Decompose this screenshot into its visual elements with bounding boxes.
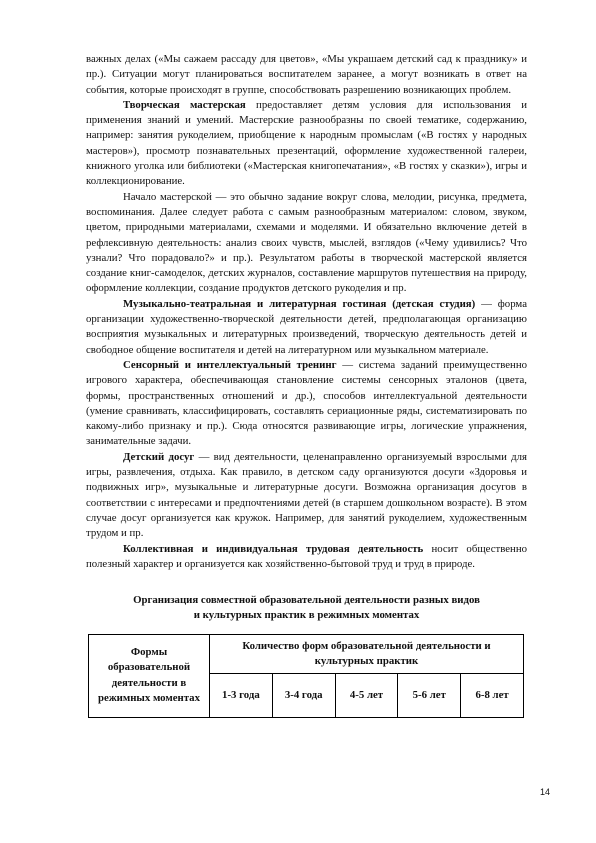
term-creative-workshop: Творческая мастерская xyxy=(123,98,246,111)
term-sensory-training: Сенсорный и интеллектуальный тренинг xyxy=(123,358,337,371)
count-group-header: Количество форм образовательной деятельности и культурных практик xyxy=(210,634,524,673)
age-column-header: 3-4 года xyxy=(272,674,335,718)
paragraph-workshop-start: Начало мастерской — это обычно задание вокруг слова, мелодии, рисунка, предмета, воспоминания. Далее следует работа с самым разнообразным материалом: словом, звуком, цветом, природными материалами, схемами и моделями. И обязательно включение детей в рефлексивную деятельность: анализ своих чувств, мыслей, взглядов («Чему удивились? Что узнали? Что порадовало?» и пр.). Результатом работы в творческой мастерской является создание книг-самоделок, детских журналов, составление маршрутов путешествия на природу, оформление коллекции, создание продуктов детского рукоделия и пр. xyxy=(86,190,527,295)
paragraph-situations-end: важных делах («Мы сажаем рассаду для цветов», «Мы украшаем детский сад к празднику» и пр.). Ситуации могут планироваться воспитателем заранее, а могут возникать в ответ на события, которые происходят в группе, способствовать разрешению возникающих проблем. xyxy=(86,53,527,96)
forms-column-header: Формы образовательной деятельности в режимных моментах xyxy=(89,634,210,717)
paragraph-labor-activity: Коллективная и индивидуальная трудовая деятельность носит общественно полезный характер и организуется как хозяйственно-бытовой труд и труд в природе. xyxy=(86,542,527,570)
table-header-row xyxy=(89,634,524,673)
activity-forms-table xyxy=(88,634,524,718)
term-labor-activity: Коллективная и индивидуальная трудовая деятельность xyxy=(123,542,424,555)
paragraph-creative-workshop: Творческая мастерская предоставляет детям условия для использования и применения знаний и умений. Мастерские разнообразны по своей тематике, содержанию, например: занятия рукоделием, приобщение к народным промыслам («В гостях у народных мастеров»), просмотр познавательных презентаций, оформление художественной галереи, книжного уголка или библиотеки («Мастерская книгопечатания», «В гостях у сказки»), игры и коллекционирование. xyxy=(86,98,527,188)
table-title xyxy=(86,593,527,624)
paragraph-childrens-leisure: Детский досуг — вид деятельности, целенаправленно организуемый взрослыми для игры, развлечения, отдыха. Как правило, в детском саду организуются досуги «Здоровья и подвижных игр», музыкальные и литературные досуги. Возможна организация досугов в соответствии с интересами и предпочтениями детей (в старшем дошкольном возрасте). В этом случае досуг организуется как кружок. Например, для занятий рукоделием, художественным трудом и пр. xyxy=(86,450,527,540)
age-column-header: 6-8 лет xyxy=(461,674,524,718)
paragraph-sensory-training: Сенсорный и интеллектуальный тренинг — система заданий преимущественно игрового характера, обеспечивающая становление системы сенсорных эталонов (цвета, формы, пространственных отношений и др.), способов интеллектуальной деятельности (умение сравнивать, классифицировать, составлять сериационные ряды, систематизировать по какому-либо признаку и пр.). Сюда относятся развивающие игры, логические упражнения, занимательные задачи. xyxy=(86,358,528,448)
age-column-header: 1-3 года xyxy=(210,674,273,718)
term-music-literary-lounge: Музыкально-театральная и литературная гостиная (детская студия) xyxy=(123,297,476,310)
table-title-line-2: и культурных практик в режимных моментах xyxy=(193,609,420,622)
age-column-header: 4-5 лет xyxy=(335,674,398,718)
page-number: 14 xyxy=(539,787,550,797)
age-column-header: 5-6 лет xyxy=(398,674,461,718)
paragraph-music-literary-lounge: Музыкально-театральная и литературная гостиная (детская студия) — форма организации художественно-творческой деятельности детей, предполагающая организацию восприятия музыкальных и литературных произведений, творческую деятельность детей и свободное общение воспитателя и детей на литературном или музыкальном материале. xyxy=(86,297,527,356)
page-content xyxy=(86,52,527,718)
term-childrens-leisure: Детский досуг xyxy=(123,450,195,463)
table-title-line-1: Организация совместной образовательной деятельности разных видов xyxy=(133,594,480,607)
